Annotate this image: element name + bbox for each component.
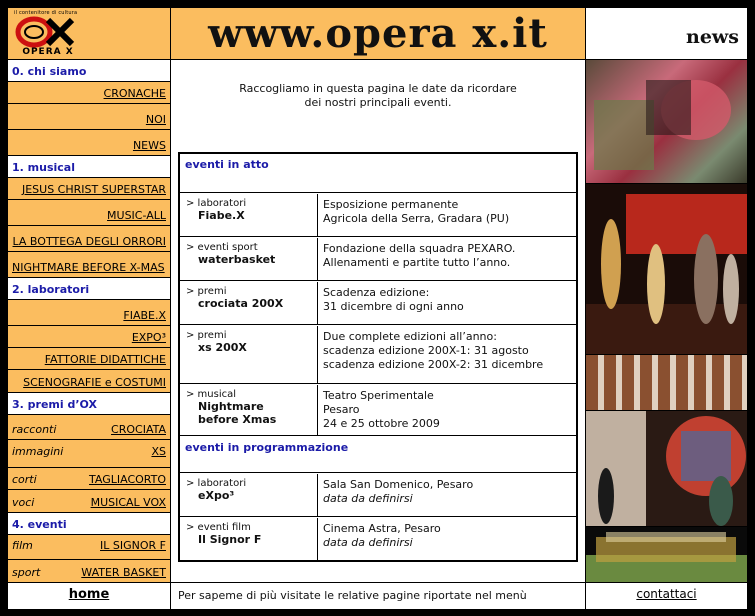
menu-item-xs[interactable]	[8, 440, 170, 467]
event-detail-line: Sala San Domenico, Pesaro	[323, 478, 474, 491]
menu-category: corti	[12, 473, 37, 486]
event-detail-line: Due complete edizioni all’anno:	[323, 330, 497, 343]
menu-category: voci	[12, 496, 35, 509]
photo-exhibition	[586, 355, 747, 410]
event-detail-line: Allenamenti e partite tutto l’anno.	[323, 256, 511, 269]
site-title: www.opera x.it	[208, 10, 548, 57]
intro-line: dei nostri principali eventi.	[304, 96, 452, 109]
table-row	[180, 194, 576, 237]
photo-finale	[586, 527, 747, 582]
section-eventi: 4. eventi	[8, 513, 170, 534]
event-detail-cell	[319, 518, 576, 560]
menu-link-label[interactable]: NOI	[145, 113, 166, 126]
menu-link-label[interactable]: WATER BASKET	[81, 566, 166, 579]
news-header	[586, 8, 747, 59]
table-row	[180, 238, 576, 281]
event-detail-line: scadenza edizione 200X-1: 31 agosto	[323, 344, 529, 357]
event-detail-line: Agricola della Serra, Gradara (PU)	[323, 212, 510, 225]
main-content	[171, 60, 585, 582]
event-name: Fiabe.X	[198, 209, 245, 222]
event-detail-line: Esposizione permanente	[323, 198, 459, 211]
menu-link-label[interactable]: CRONACHE	[103, 87, 166, 100]
event-detail-cell	[319, 282, 576, 324]
event-name: eXpo³	[198, 489, 235, 502]
logo-ox-icon	[14, 16, 78, 48]
events-table	[178, 152, 578, 562]
intro-line: Raccogliamo in questa pagina le date da ricordare	[239, 82, 517, 95]
section-laboratori: 2. laboratori	[8, 278, 170, 299]
footer-text: Per sapeme di più visitate le relative pagine riportate nel menù	[171, 583, 585, 609]
menu-item-news[interactable]	[8, 130, 170, 155]
menu-link-label[interactable]: FATTORIE DIDATTICHE	[44, 353, 166, 366]
logo[interactable]	[8, 8, 170, 59]
event-category: > laboratori	[186, 198, 247, 209]
menu-link-label[interactable]: MUSIC-ALL	[107, 209, 166, 222]
menu-item-tagliacorto[interactable]	[8, 468, 170, 489]
menu-item-musical-vox[interactable]	[8, 490, 170, 512]
menu-item-jesus-christ-superstar[interactable]	[8, 178, 170, 199]
event-detail-line: Scadenza edizione:	[323, 286, 430, 299]
event-detail-line: 24 e 25 ottobre 2009	[323, 417, 440, 430]
event-label-cell	[180, 238, 318, 280]
menu-item-expo[interactable]	[8, 326, 170, 347]
photo-musical-stage	[586, 184, 747, 354]
menu-item-crociata[interactable]	[8, 415, 170, 439]
table-row	[180, 326, 576, 384]
event-category: > premi	[186, 330, 227, 341]
menu-link-label[interactable]: EXPO³	[131, 331, 166, 344]
event-detail-cell	[319, 385, 576, 435]
menu-link-label[interactable]: LA BOTTEGA DEGLI ORRORI	[12, 235, 166, 248]
table-row	[180, 385, 576, 436]
event-name: waterbasket	[198, 253, 276, 266]
photo-painting-image	[586, 60, 747, 183]
event-detail-line: 31 dicembre di ogni anno	[323, 300, 464, 313]
event-detail-line: scadenza edizione 200X-2: 31 dicembre	[323, 358, 544, 371]
photo-theatre-image	[586, 411, 747, 526]
event-detail-cell	[319, 326, 576, 383]
event-detail-line: data da definirsi	[323, 536, 413, 549]
menu-link-label[interactable]: FIABE.X	[123, 309, 166, 322]
section-chi-siamo: 0. chi siamo	[8, 60, 170, 81]
event-label-cell	[180, 474, 318, 516]
site-title-banner	[171, 8, 585, 59]
menu-link-label[interactable]: IL SIGNOR F	[100, 539, 166, 552]
contact-link[interactable]: contattaci	[586, 583, 747, 609]
logo-wordmark: OPERA X	[22, 47, 74, 57]
event-category: > musical	[186, 389, 237, 400]
menu-item-noi[interactable]	[8, 104, 170, 129]
menu-link-label[interactable]: XS	[151, 445, 166, 458]
event-detail-cell	[319, 474, 576, 516]
menu-link-label[interactable]: TAGLIACORTO	[89, 473, 166, 486]
menu-item-water-basket[interactable]	[8, 560, 170, 582]
event-label-cell	[180, 518, 318, 560]
event-detail-line: Pesaro	[323, 403, 360, 416]
logo-tagline: il contenitore di cultura	[14, 10, 78, 16]
menu-item-fattorie-didattiche[interactable]	[8, 348, 170, 369]
table-row	[180, 282, 576, 325]
menu-item-il-signor-f[interactable]	[8, 535, 170, 559]
event-detail-line: data da definirsi	[323, 492, 413, 505]
menu-item-fiabe-x[interactable]	[8, 300, 170, 325]
menu-category: immagini	[12, 445, 64, 458]
event-name: Nightmare	[198, 400, 264, 413]
planned-events-heading: eventi in programmazione	[180, 437, 576, 473]
event-detail-line: Teatro Sperimentale	[323, 389, 434, 402]
event-detail-cell	[319, 194, 576, 236]
event-label-cell	[180, 326, 318, 383]
event-category: > premi	[186, 286, 227, 297]
menu-category: sport	[12, 566, 41, 579]
menu-category: racconti	[12, 423, 57, 436]
menu-item-bottega-degli-orrori[interactable]	[8, 226, 170, 251]
menu-item-scenografie-costumi[interactable]	[8, 370, 170, 392]
event-detail-cell	[319, 238, 576, 280]
news-title: news	[686, 26, 739, 48]
section-musical: 1. musical	[8, 156, 170, 177]
photo-finale-image	[586, 527, 747, 582]
event-category: > eventi sport	[186, 242, 258, 253]
section-premi: 3. premi d’OX	[8, 393, 170, 414]
event-detail-line: Cinema Astra, Pesaro	[323, 522, 441, 535]
event-detail-line: Fondazione della squadra PEXARO.	[323, 242, 516, 255]
current-events-heading: eventi in atto	[180, 154, 576, 193]
menu-link-label[interactable]: NIGHTMARE BEFORE X-MAS	[12, 261, 165, 274]
event-name: before Xmas	[198, 413, 277, 426]
event-name: xs 200X	[198, 341, 247, 354]
event-name: crociata 200X	[198, 297, 284, 310]
menu-item-music-all[interactable]	[8, 200, 170, 225]
event-category: > eventi film	[186, 522, 251, 533]
event-label-cell	[180, 385, 318, 435]
event-label-cell	[180, 282, 318, 324]
menu-link-label[interactable]: CROCIATA	[111, 423, 166, 436]
event-label-cell	[180, 194, 318, 236]
menu-link-label[interactable]: JESUS CHRIST SUPERSTAR	[21, 183, 166, 196]
menu-link-label[interactable]: MUSICAL VOX	[90, 496, 166, 509]
menu-item-nightmare-before-xmas[interactable]	[8, 252, 170, 277]
photo-painting	[586, 60, 747, 183]
home-link[interactable]: home	[8, 583, 170, 609]
table-row	[180, 518, 576, 560]
menu-category: film	[12, 539, 33, 552]
event-name: Il Signor F	[198, 533, 262, 546]
menu-link-label[interactable]: NEWS	[132, 139, 166, 152]
intro-text	[171, 82, 585, 110]
menu-link-label[interactable]: SCENOGRAFIE e COSTUMI	[23, 376, 166, 389]
menu-item-cronache[interactable]	[8, 82, 170, 103]
event-category: > laboratori	[186, 478, 247, 489]
photo-theatre-scene	[586, 411, 747, 526]
photo-stage-image	[586, 184, 747, 354]
table-row	[180, 474, 576, 517]
